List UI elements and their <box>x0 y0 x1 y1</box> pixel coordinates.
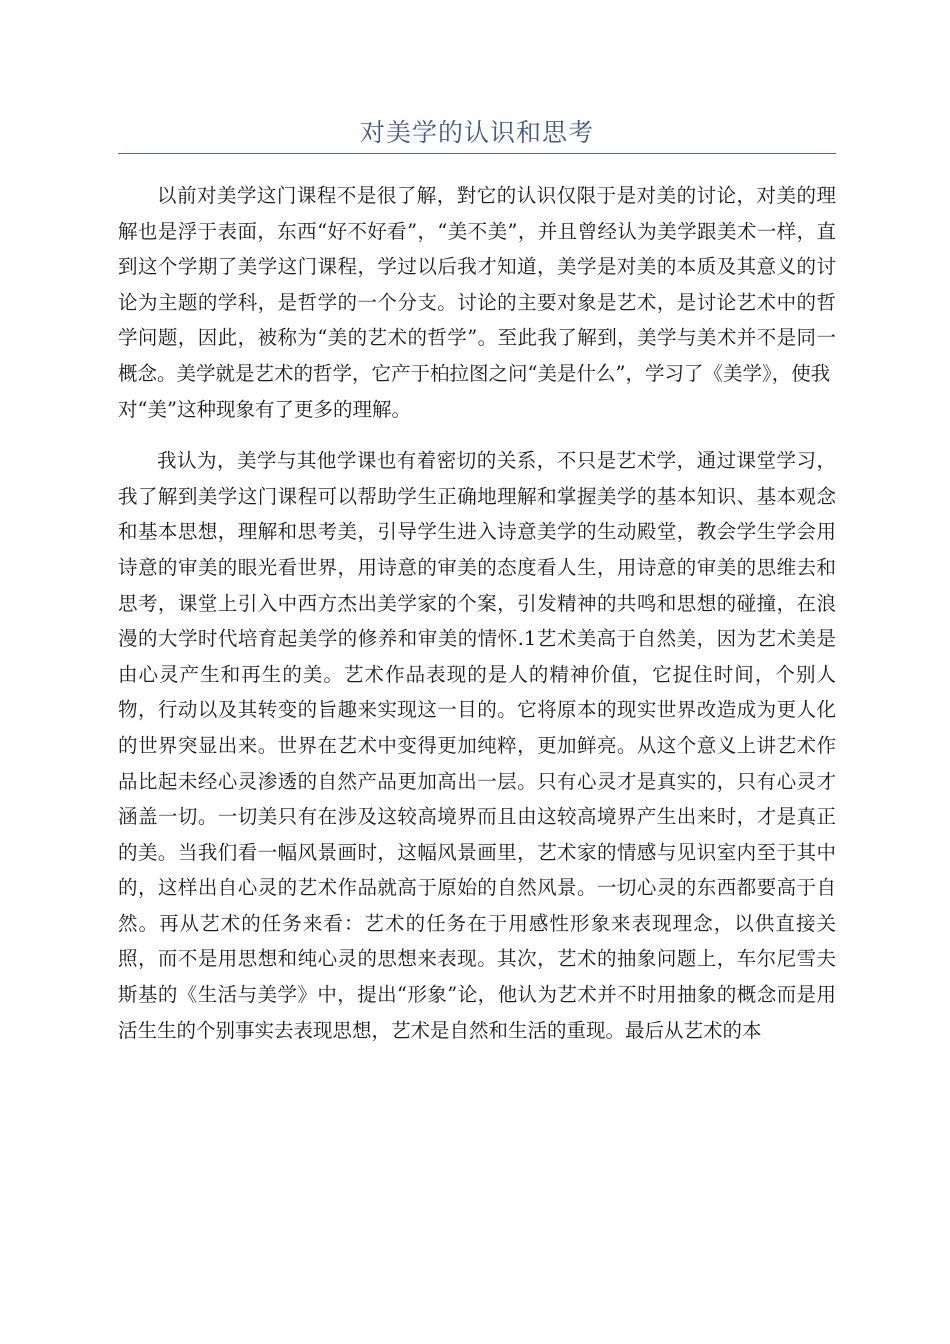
paragraph-1 <box>118 178 836 427</box>
paragraph-2: 我认为，美学与其他学课也有着密切的关系，不只是艺术学，通过课堂学习，我了解到美学这门课程可以帮助学生正确地理解和掌握美学的基本知识、基本观念和基本思想，理解和思考美，引导学生进入诗意美学的生动殿堂，教会学生学会用诗意的审美的眼光看世界，用诗意的审美的态度看人生，用诗意的审美的思维去和思考，课堂上引入中西方杰出美学家的个案，引发精神的共鸣和思想的碰撞，在浪漫的大学时代培育起美学的修养和审美的情怀.1艺术美高于自然美，因为艺术美是由心灵产生和再生的美。艺术作品表现的是人的精神价值，它捉住时间，个别人物，行动以及其转变的旨趣来实现这一目的。它将原本的现实世界改造成为更人化的世界突显出来。世界在艺术中变得更加纯粹，更加鲜亮。从这个意义上讲艺术作品比起未经心灵渗透的自然产品更加高出一层。只有心灵才是真实的，只有心灵才涵盖一切。一切美只有在涉及这较高境界而且由这较高境界产生出来时，才是真正的美。当我们看一幅风景画时，这幅风景画里，艺术家的情感与见识室内至于其中的，这样出自心灵的艺术作品就高于原始的自然风景。一切心灵的东西都要高于自然。再从艺术的任务来看：艺术的任务在于用感性形象来表现理念，以供直接关照，而不是用思想和纯心灵的思想来表现。其次，艺术的抽象问题上，车尔尼雪夫斯基的《生活与美学》中，提出“形象”论，他认为艺术并不时用抽象的概念而是用活生生的个别事实去表现思想，艺术是自然和生活的重现。最后从艺术的本 <box>118 449 836 1042</box>
title-underline <box>118 153 836 154</box>
document-title: 对美学的认识和思考 <box>359 118 594 147</box>
document-body <box>118 178 836 1064</box>
paragraph-1-text: 以前对美学这门课程不是很了解，對它的认识仅限于是对美的讨论，对美的理解也是浮于表面，东西“好不好看”，“美不美”，并且曾经认为美学跟美术一样，直到这个学期了美学这门课程，学过以后我才知道，美学是对美的本质及其意义的讨论为主题的学科，是哲学的一个分支。讨论的主要对象是艺术，是讨论艺术中的哲学问题，因此，被称为“美的艺术的哲学”。至此我了解到，美学与美术并不是同一概念。美学就是艺术的哲学，它产于柏拉图之问“美是什么”，学习了《美学》，使我 <box>118 184 836 385</box>
paragraph-1-tail: 对“美”这种现象有了更多的理解。 <box>118 397 411 421</box>
